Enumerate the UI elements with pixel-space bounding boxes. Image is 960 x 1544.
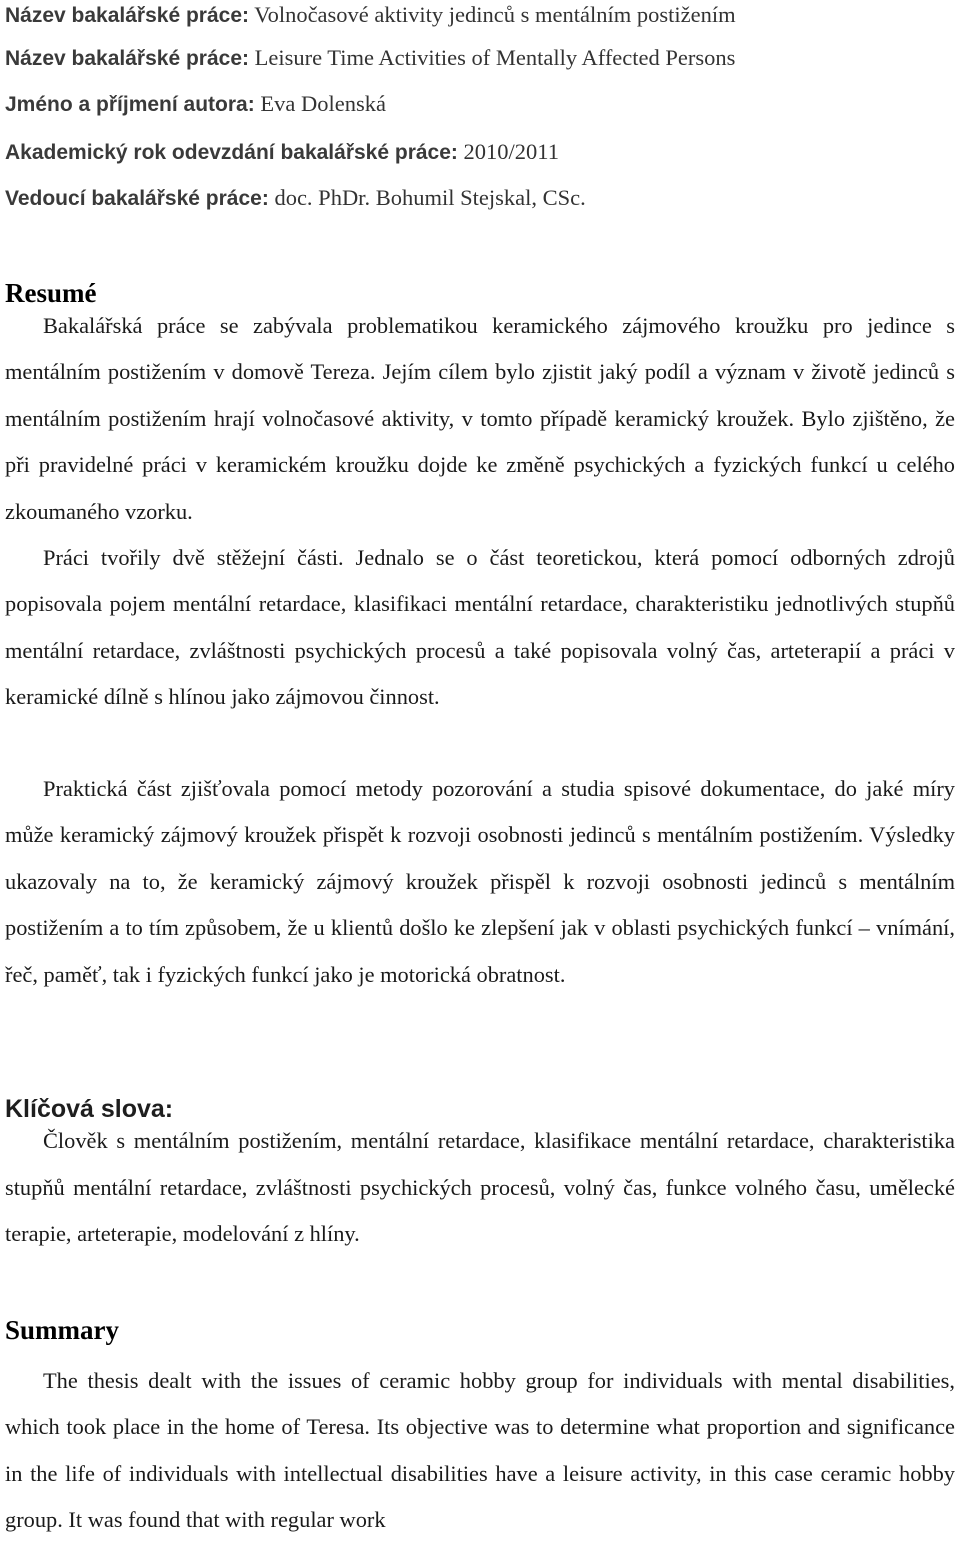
thesis-title-cz-value: Volnočasové aktivity jedinců s mentálním postižením bbox=[254, 2, 736, 27]
author-line bbox=[5, 89, 386, 120]
academic-year-line bbox=[5, 137, 559, 168]
author-value: Eva Dolenská bbox=[260, 91, 386, 116]
keywords-text: Člověk s mentálním postižením, mentální retardace, klasifikace mentální retardace, charakteristika stupňů mentální retardace, zvláštnosti psychických procesů, volný čas, funkce volného času, umělecké terapie, arteterapie, modelování z hlíny. bbox=[5, 1128, 955, 1246]
author-label: Jméno a příjmení autora: bbox=[5, 93, 255, 116]
thesis-title-en-label: Název bakalářské práce: bbox=[5, 47, 249, 70]
thesis-title-en-value: Leisure Time Activities of Mentally Affected Persons bbox=[254, 45, 736, 70]
resume-paragraph-1: Bakalářská práce se zabývala problematikou keramického zájmového kroužku pro jedince s mentálním postižením v domově Tereza. Jejím cílem bylo zjistit jaký podíl a význam v životě jedinců s mentálním postižením hrají volnočasové aktivity, v tomto případě keramický kroužek. Bylo zjištěno, že při pravidelné práci v keramickém kroužku dojde ke změně psychických a fyzických funkcí u celého zkoumaného vzorku. bbox=[5, 313, 955, 524]
supervisor-label: Vedoucí bakalářské práce: bbox=[5, 187, 269, 210]
resume-heading: Resumé bbox=[5, 278, 97, 308]
summary-text: The thesis dealt with the issues of ceramic hobby group for individuals with mental disabilities, which took place in the home of Teresa. Its objective was to determine what proportion and significance in the life of individuals with intellectual disabilities have a leisure activity, in this case ceramic hobby group. It was found that with regular work bbox=[5, 1368, 955, 1533]
thesis-title-cz-label: Název bakalářské práce: bbox=[5, 4, 249, 27]
academic-year-value: 2010/2011 bbox=[463, 139, 559, 164]
thesis-title-en-line bbox=[5, 43, 735, 74]
keywords-heading: Klíčová slova: bbox=[5, 1095, 174, 1123]
resume-paragraph-3: Praktická část zjišťovala pomocí metody pozorování a studia spisové dokumentace, do jaké míry může keramický zájmový kroužek přispět k rozvoji osobnosti jedinců s mentálním postižením. Výsledky ukazovaly na to, že keramický zájmový kroužek přispěl k rozvoji osobnosti jedinců s mentálním postižením a to tím způsobem, že u klientů došlo ke zlepšení jak v oblasti psychických funkcí – vnímání, řeč, paměť, tak i fyzických funkcí jako je motorická obratnost. bbox=[5, 776, 955, 987]
academic-year-label: Akademický rok odevzdání bakalářské práce: bbox=[5, 141, 458, 164]
summary-heading: Summary bbox=[5, 1315, 119, 1345]
supervisor-value: doc. PhDr. Bohumil Stejskal, CSc. bbox=[274, 185, 586, 210]
thesis-title-cz-line bbox=[5, 0, 736, 31]
supervisor-line bbox=[5, 183, 586, 214]
resume-paragraph-2: Práci tvořily dvě stěžejní části. Jednalo se o část teoretickou, která pomocí odborných zdrojů popisovala pojem mentální retardace, klasifikaci mentální retardace, charakteristiku jednotlivých stupňů mentální retardace, zvláštnosti psychických procesů a také popisovala volný čas, arteterapií a práci v keramické dílně s hlínou jako zájmovou činnost. bbox=[5, 545, 955, 710]
